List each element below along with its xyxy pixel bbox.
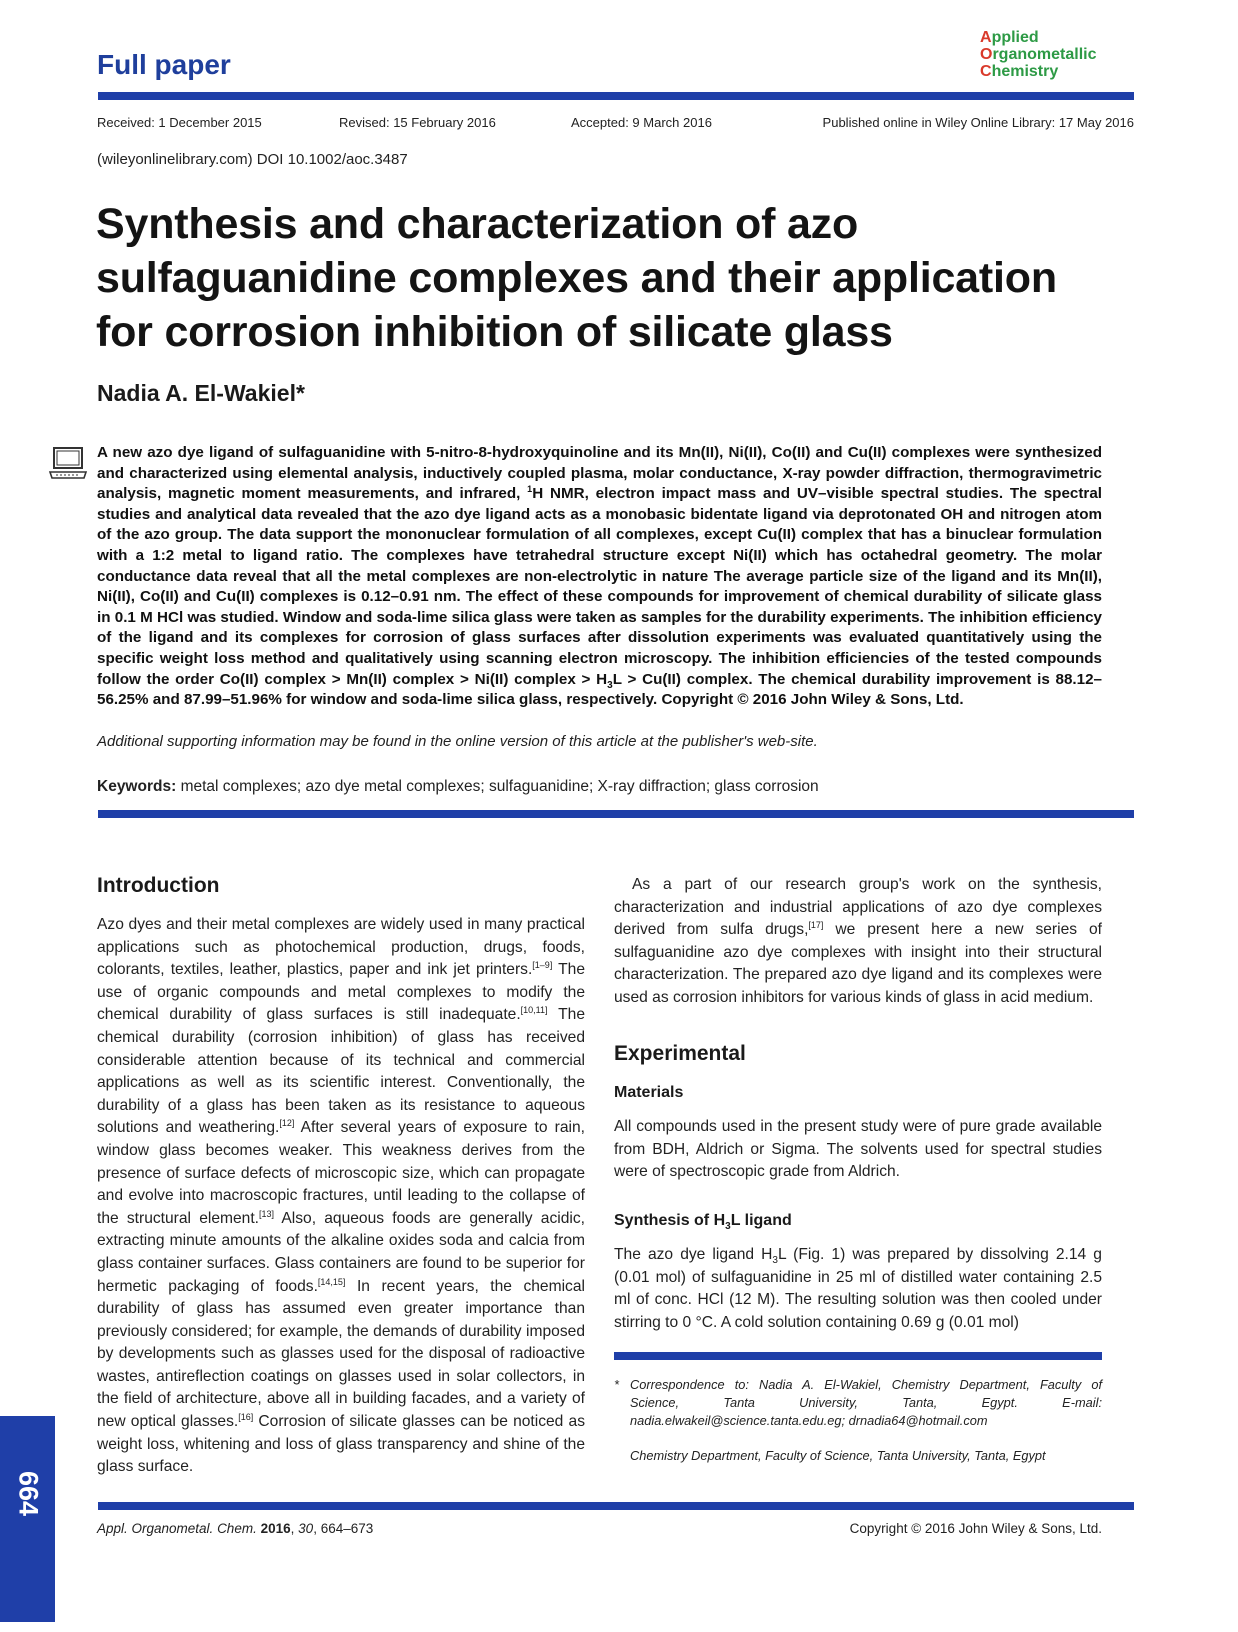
title-line-1: Synthesis and characterization of azo (96, 200, 859, 248)
abstract: A new azo dye ligand of sulfaguanidine with 5-nitro-8-hydroxyquinoline and its Mn(II), Ni(II), Co(II) and Cu(II) complexes were synthesized and characterized using elemental analysis, inductively coupled plasma, molar conductance, X-ray powder diffraction, thermogravimetric analysis, magnetic moment measurements, and infrared, $^1$H NMR, electron impact mass and UV–visible spectral studies. The spectral studies and analytical data revealed that the azo dye ligand acts as a monobasic bidentate ligand via deprotonated OH and nitrogen atom of the azo group. The data support the mononuclear formulation of all complexes, except Cu(II) complex that has a binuclear formulation with a 1:2 metal to ligand ratio. The complexes have tetrahedral structure except Ni(II) which has octahedral geometry. The molar conductance data reveal that all the metal complexes are non-electrolytic in nature The average particle size of the ligand and its Mn(II), Ni(II), Co(II) and Cu(II) complexes is 0.12–0.91 nm. The effect of these compounds for improvement of chemical durability of silicate glass in 0.1 M HCl was studied. Window and soda-lime silica glass were taken as samples for the durability experiments. The inhibition efficiency of the ligand and its complexes for corrosion of glass surfaces after dissolution experiments was evaluated quantitatively using the specific weight loss method and qualitatively using scanning electron microscopy. The inhibition efficiencies of the tested compounds follow the order Co(II) complex > Mn(II) complex > Ni(II) complex > $H_3L > Cu(II)$ complex. The chemical durability improvement is 88.12–56.25% and 87.99–51.96% for window and soda-lime silica glass, respectively. Copyright © 2016 John Wiley & Sons, Ltd. (97, 444, 1102, 709)
page-number: 664 (13, 1470, 44, 1517)
correspondence-note (614, 1376, 1102, 1430)
citation-pages: , 664–673 (313, 1521, 374, 1536)
citation-year: 2016 (260, 1521, 291, 1536)
journal-logo-line-2: Organometallic (980, 46, 1097, 63)
footer-citation: Appl. Organometal. Chem. 2016, 30, 664–673 (97, 1521, 374, 1536)
introduction-heading: Introduction (97, 874, 220, 897)
experimental-heading: Experimental (614, 1042, 746, 1065)
author-name: Nadia A. El-Wakiel* (97, 380, 305, 406)
header-rule (98, 92, 1134, 100)
title-line-3: for corrosion inhibition of silicate glass (96, 308, 893, 356)
citation-journal: Appl. Organometal. Chem. (97, 1521, 257, 1536)
supporting-info-note: Additional supporting information may be found in the online version of this article at the publisher's web-site. (97, 733, 818, 750)
footer-copyright: Copyright © 2016 John Wiley & Sons, Ltd. (849, 1521, 1102, 1536)
correspondence-rule (614, 1352, 1102, 1360)
abstract-bottom-rule (98, 810, 1134, 818)
materials-heading: Materials (614, 1084, 684, 1101)
synthesis-heading: Synthesis of $H_3L$ ligand (614, 1212, 792, 1233)
citation-volume: 30 (298, 1521, 314, 1536)
keywords-list: metal complexes; azo dye metal complexes; sulfaguanidine; X-ray diffraction; glass corrosion (180, 778, 819, 795)
keywords-label: Keywords: (97, 778, 177, 795)
footer-rule (98, 1502, 1134, 1510)
published-date: Published online in Wiley Online Library: 17 May 2016 (822, 115, 1134, 130)
correspondence-marker: * (614, 1377, 619, 1392)
section-label: Full paper (97, 49, 231, 80)
correspondence-text: Correspondence to: Nadia A. El-Wakiel, Chemistry Department, Faculty of Science, Tanta University, Tanta, Egypt. E-mail: nadia.elwakeil@science.tanta.edu.eg; drnadia64@hotmail.com (630, 1377, 1102, 1428)
introduction-body: Azo dyes and their metal complexes are widely used in many practical applications such as photochemical production, drugs, foods, colorants, textiles, leather, plastics, paper and ink jet printers.[1–9] The use of organic compounds and metal complexes to modify the chemical durability of glass surfaces is still inadequate.[10,11] The chemical durability (corrosion inhibition) of glass has received considerable attention because of its technical and commercial applications as well as its scientific interest. Conventionally, the durability of a glass has been taken as its resistance to aqueous solutions and weathering.[12] After several years of exposure to rain, window glass becomes weaker. This weakness derives from the presence of surface defects of microscopic size, which can propagate and evolve into macroscopic fractures, until leading to the collapse of the structural element.[13] Also, aqueous foods are generally acidic, extracting minute amounts of the alkaline oxides soda and calcia from glass container surfaces. Glass containers are found to be superior for hermetic packaging of foods.[14,15] In recent years, the chemical durability of glass has assumed even greater importance than previously considered; for example, the demands of durability imposed by developments such as glasses used for the disposal of radioactive wastes, antireflection coatings on glasses used in solar collectors, in the field of architecture, above all in building facades, and a variety of new optical glasses.[16] Corrosion of silicate glasses can be noticed as weight loss, whitening and loss of glass transparency and shine of the glass surface. (97, 916, 586, 1476)
title-line-2: sulfaguanidine complexes and their application (96, 254, 1057, 302)
doi-line: (wileyonlinelibrary.com) DOI 10.1002/aoc.3487 (97, 151, 408, 168)
journal-logo-line-3: Chemistry (980, 63, 1059, 80)
revised-date: Revised: 15 February 2016 (339, 115, 496, 130)
journal-logo-line-1: Applied (980, 29, 1039, 46)
intro-continuation: As a part of our research group's work on the synthesis, characterization and industrial applications of azo dye complexes derived from sulfa drugs,[17] we present here a new series of sulfaguanidine azo dye complexes with insight into their structural characterization. The prepared azo dye ligand and its complexes were used as corrosion inhibitors for various kinds of glass in acid medium. (614, 876, 1103, 1006)
journal-logo (980, 29, 1096, 80)
synthesis-body: The azo dye ligand $H_3L$ (Fig. 1) was prepared by dissolving 2.14 g (0.01 mol) of sulfaguanidine in 25 ml of distilled water containing 2.5 ml of conc. HCl (12 M). The resulting solution was then cooled under stirring to 0 °C. A cold solution containing 0.69 g (0.01 mol) (614, 1246, 1102, 1331)
received-date: Received: 1 December 2015 (97, 115, 262, 130)
accepted-date: Accepted: 9 March 2016 (571, 115, 712, 130)
article-title (96, 197, 1146, 359)
materials-body: All compounds used in the present study were of pure grade available from BDH, Aldrich or Sigma. The solvents used for spectral studies were of spectroscopic grade from Aldrich. (614, 1118, 1102, 1181)
keywords (97, 778, 819, 796)
affiliation-note: Chemistry Department, Faculty of Science, Tanta University, Tanta, Egypt (630, 1448, 1046, 1463)
laptop-icon (48, 446, 88, 482)
